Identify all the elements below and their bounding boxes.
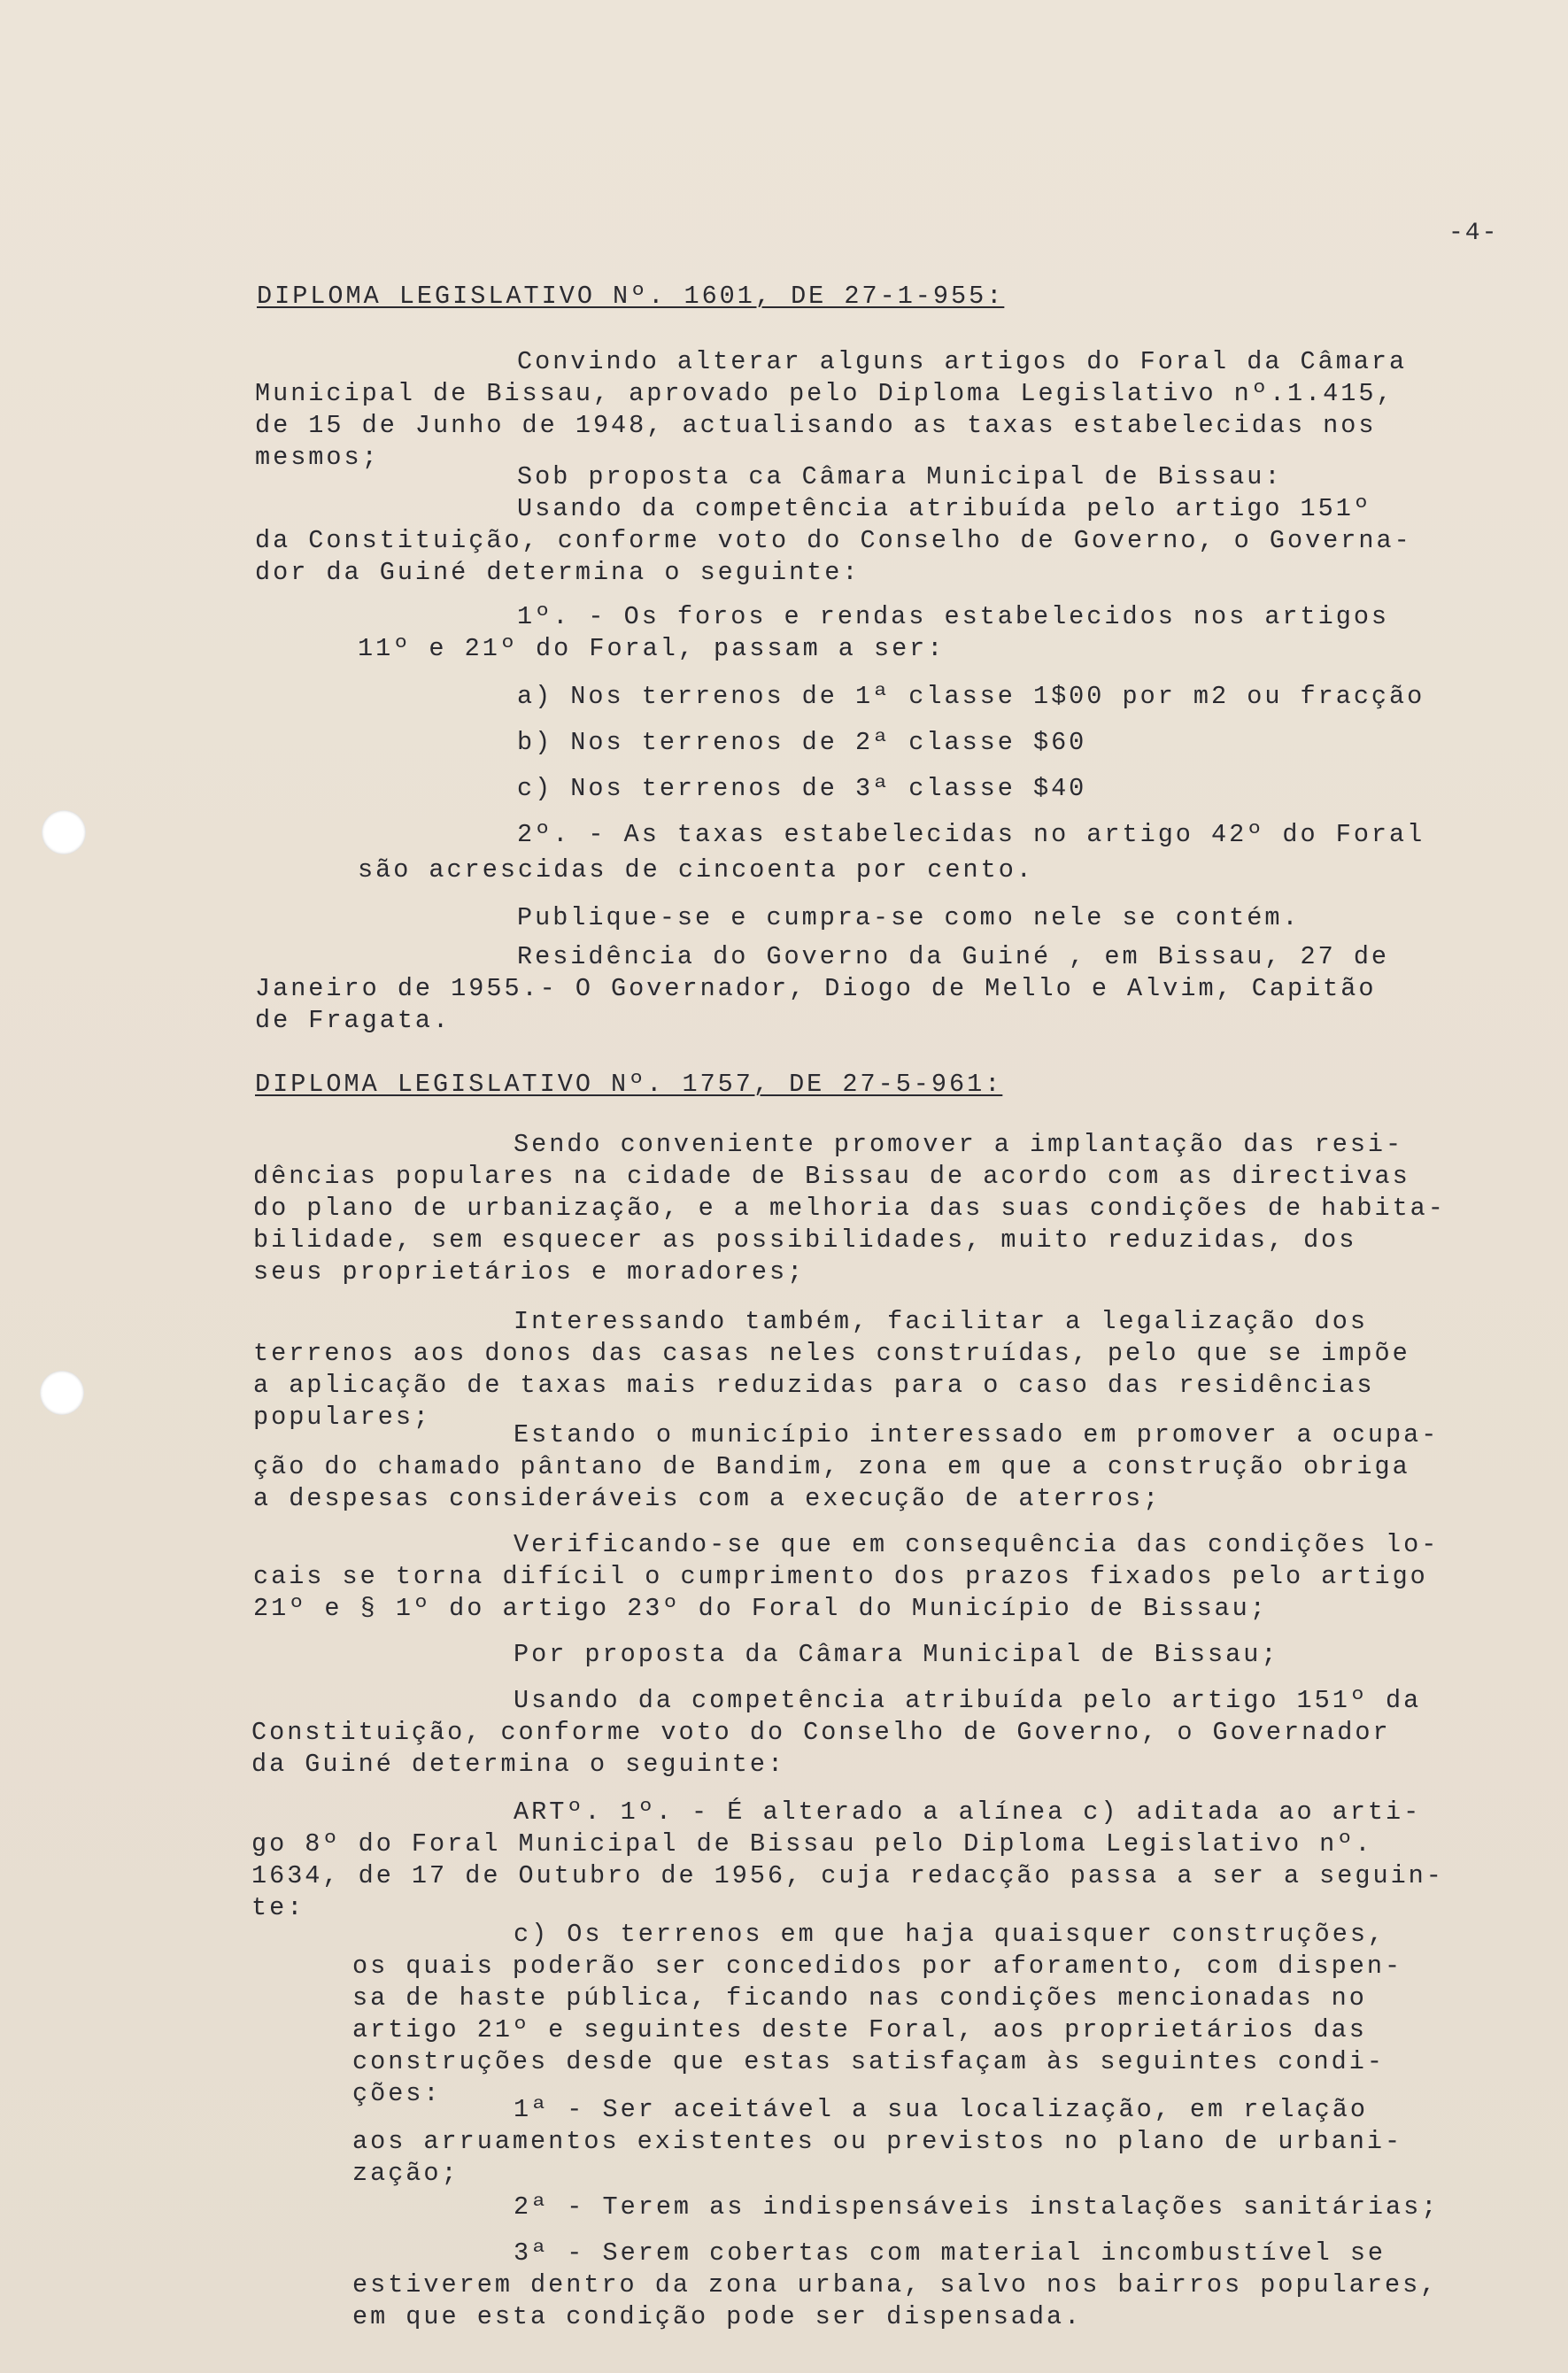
text-line: Constituição, conforme voto do Conselho de Governo, o Governador [251, 1718, 1391, 1747]
text-line: bilidade, sem esquecer as possibilidades, muito reduzidas, dos [253, 1225, 1357, 1255]
text-line: da Constituição, conforme voto do Conselho de Governo, o Governa- [255, 526, 1412, 555]
text-line: Por proposta da Câmara Municipal de Bissau; [514, 1640, 1279, 1669]
text-line: de Fragata. [255, 1006, 452, 1035]
text-line: mesmos; [255, 443, 380, 472]
text-line: artigo 21º e seguintes deste Foral, aos proprietários das [352, 2015, 1367, 2044]
text-line: Usando da competência atribuída pelo artigo 151º [517, 494, 1371, 523]
text-line: seus proprietários e moradores; [253, 1257, 806, 1287]
text-line: Verificando-se que em consequência das condições lo- [514, 1530, 1440, 1559]
text-line: dências populares na cidade de Bissau de acordo com as directivas [253, 1162, 1410, 1191]
text-line: c) Os terrenos em que haja quaisquer construções, [514, 1920, 1386, 1949]
page-number: -4- [1448, 220, 1499, 247]
list-item: b) Nos terrenos de 2ª classe $60 [517, 728, 1087, 757]
list-item: a) Nos terrenos de 1ª classe 1$00 por m2 ou fracção [517, 682, 1425, 711]
text-line: de 15 de Junho de 1948, actualisando as taxas estabelecidas nos [255, 411, 1377, 440]
text-line: Interessando também, facilitar a legalização dos [514, 1307, 1368, 1336]
text-line: da Guiné determina o seguinte: [251, 1750, 786, 1779]
text-line: Janeiro de 1955.- O Governador, Diogo de Mello e Alvim, Capitão [255, 974, 1377, 1003]
text-line: Municipal de Bissau, aprovado pelo Diploma Legislativo nº.1.415, [255, 379, 1394, 408]
text-line: 1634, de 17 de Outubro de 1956, cuja redacção passa a ser a seguin- [251, 1861, 1444, 1890]
text-line: 11º e 21º do Foral, passam a ser: [358, 634, 946, 663]
text-line: populares; [253, 1403, 432, 1432]
text-line: os quais poderão ser concedidos por aforamento, com dispen- [352, 1952, 1403, 1981]
text-line: 2º. - As taxas estabelecidas no artigo 42º do Foral [517, 820, 1425, 849]
text-line: zação; [352, 2159, 460, 2188]
section2-heading: DIPLOMA LEGISLATIVO Nº. 1757, DE 27-5-961: [255, 1070, 1003, 1099]
text-line: Sob proposta ca Câmara Municipal de Bissau: [517, 462, 1283, 491]
text-line: ção do chamado pântano de Bandim, zona em que a construção obriga [253, 1452, 1410, 1481]
text-line: terrenos aos donos das casas neles construídas, pelo que se impõe [253, 1339, 1410, 1368]
text-line: cais se torna difícil o cumprimento dos prazos fixados pelo artigo [253, 1562, 1428, 1591]
text-line: ARTº. 1º. - É alterado a alínea c) aditada ao arti- [514, 1797, 1422, 1827]
text-line: em que esta condição pode ser dispensada. [352, 2302, 1083, 2331]
text-line: Residência do Governo da Guiné , em Bissau, 27 de [517, 942, 1390, 971]
text-line: 21º e § 1º do artigo 23º do Foral do Município de Bissau; [253, 1594, 1268, 1623]
punch-hole-top [42, 810, 86, 854]
text-line: estiverem dentro da zona urbana, salvo nos bairros populares, [352, 2270, 1439, 2300]
punch-hole-bottom [40, 1371, 84, 1415]
text-line: ções: [352, 2079, 442, 2108]
text-line: 2ª - Terem as indispensáveis instalações sanitárias; [514, 2192, 1440, 2222]
text-line: 3ª - Serem cobertas com material incombustível se [514, 2238, 1386, 2268]
text-line: dor da Guiné determina o seguinte: [255, 558, 861, 587]
text-line: a despesas consideráveis com a execução de aterros; [253, 1484, 1162, 1513]
text-line: 1ª - Ser aceitável a sua localização, em relação [514, 2095, 1368, 2124]
section1-heading: DIPLOMA LEGISLATIVO Nº. 1601, DE 27-1-955: [257, 282, 1005, 311]
text-line: sa de haste pública, ficando nas condições mencionadas no [352, 1983, 1367, 2013]
text-line: do plano de urbanização, e a melhoria das suas condições de habita- [253, 1194, 1446, 1223]
text-line: construções desde que estas satisfaçam às seguintes condi- [352, 2047, 1385, 2076]
text-line: Estando o município interessado em promover a ocupa- [514, 1420, 1440, 1449]
list-item: c) Nos terrenos de 3ª classe $40 [517, 774, 1087, 803]
text-line: Sendo conveniente promover a implantação das resi- [514, 1130, 1404, 1159]
text-line: aos arruamentos existentes ou previstos no plano de urbani- [352, 2127, 1403, 2156]
text-line: Convindo alterar alguns artigos do Foral da Câmara [517, 347, 1408, 376]
text-line: Publique-se e cumpra-se como nele se contém. [517, 903, 1301, 932]
text-line: 1º. - Os foros e rendas estabelecidos nos artigos [517, 602, 1390, 631]
text-line: a aplicação de taxas mais reduzidas para o caso das residências [253, 1371, 1375, 1400]
text-line: Usando da competência atribuída pelo artigo 151º da [514, 1686, 1422, 1715]
text-line: são acrescidas de cincoenta por cento. [358, 855, 1034, 885]
text-line: te: [251, 1893, 305, 1922]
text-line: go 8º do Foral Municipal de Bissau pelo Diploma Legislativo nº. [251, 1829, 1373, 1859]
